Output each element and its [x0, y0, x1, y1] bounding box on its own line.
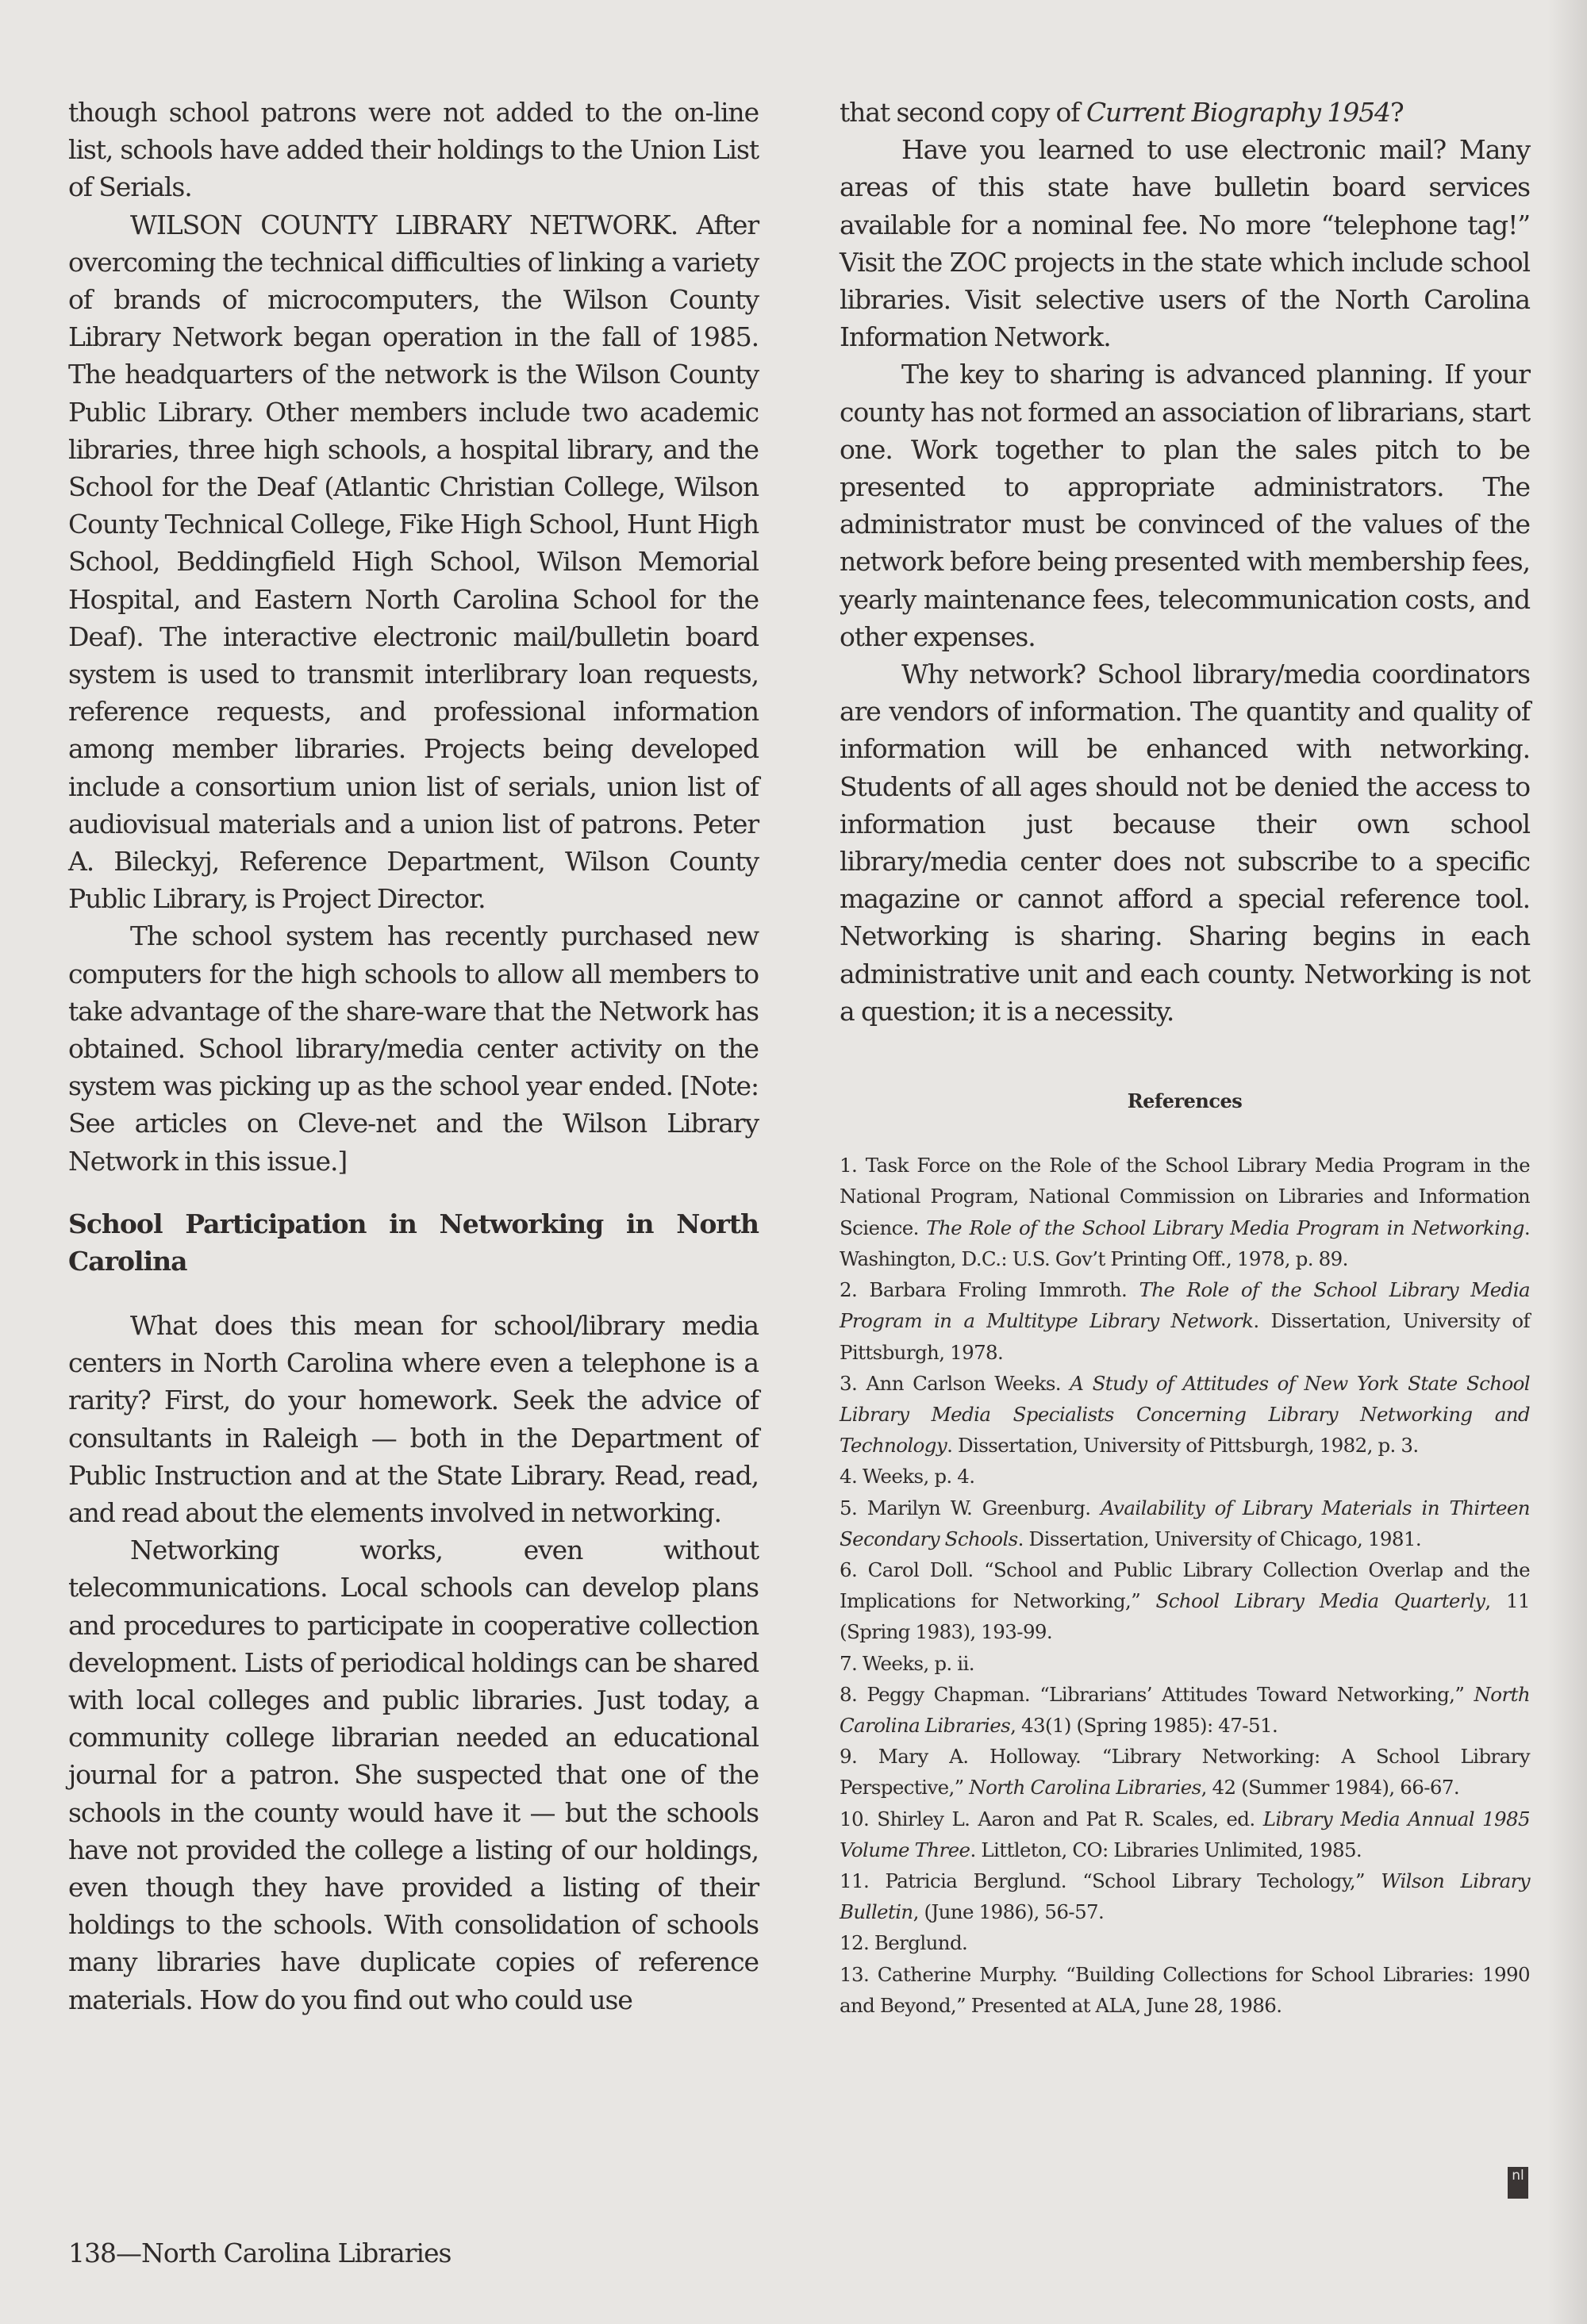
reference-item — [840, 1741, 1530, 1803]
ref-text: 8. Peggy Chapman. “Librarians’ Attitudes Toward Networking,” — [840, 1682, 1474, 1706]
reference-item — [840, 1865, 1530, 1927]
ref-text: , 43(1) (Spring 1985): 47-51. — [1010, 1713, 1278, 1737]
ref-text: 12. Berglund. — [840, 1931, 968, 1955]
paragraph — [840, 94, 1530, 131]
ref-text: , 11 (Spring 1983), 193-99. — [840, 1589, 1530, 1644]
paragraph: though school patrons were not added to the on-line list, schools have added their holdings to the Union List of Serials. — [68, 97, 759, 203]
text: that second copy of — [840, 97, 1086, 128]
right-column — [840, 94, 1530, 2021]
page-edge-shadow — [1547, 0, 1587, 2324]
ref-title: Wilson Library Bulletin — [840, 1869, 1530, 1924]
ref-text: 13. Catherine Murphy. “Building Collections for School Libraries: 1990 and Beyond,” Presented at ALA, June 28, 1986. — [840, 1962, 1530, 2017]
ref-text: 11. Patricia Berglund. “School Library Techology,” — [840, 1869, 1381, 1892]
ref-text: , 42 (Summer 1984), 66-67. — [1201, 1776, 1460, 1800]
ref-text: . Dissertation, University of Pittsburgh, 1982, p. 3. — [947, 1434, 1419, 1458]
references-list — [840, 1150, 1530, 2021]
ref-title: Availability of Library Materials in Thirteen Secondary Schools — [840, 1496, 1530, 1550]
paragraph: The school system has recently purchased new computers for the high schools to allow all members to take advantage of the share-ware that the Network has obtained. School library/media center activity on the system was picking up as the school year ended. [Note: See articles on Cleve-net and the Wilson Library Network in this issue.] — [68, 920, 759, 1177]
italic-title: Current Biography 1954 — [1086, 97, 1390, 128]
ref-text: 1. Task Force on the Role of the School Library Media Program in the National Program, National Commission on Libraries and Information Science. — [840, 1154, 1530, 1239]
reference-item — [840, 1492, 1530, 1554]
paragraph: The key to sharing is advanced planning. If your county has not formed an association of librarians, start one. Work together to plan the sales pitch to be presented to appropriate administrators. The administrator must be convinced of the values of the network before being presented with membership fees, yearly maintenance fees, telecommunication costs, and other expenses. — [840, 359, 1530, 652]
reference-item — [840, 1461, 1530, 1492]
paragraph: WILSON COUNTY LIBRARY NETWORK. After overcoming the technical difficulties of linking a variety of brands of microcomputers, the Wilson County Library Network began operation in the fall of 1985. The headquarters of the network is the Wilson County Public Library. Other members include two academic libraries, three high schools, a hospital library, and the School for the Deaf (Atlantic Christian College, Wilson County Technical College, Fike High School, Hunt High School, Beddingfield High School, Wilson Memorial Hospital, and Eastern North Carolina School for the Deaf). The interactive electronic mail/bulletin board system is used to transmit interlibrary loan requests, reference requests, and professional information among member libraries. Projects being developed include a consortium union list of serials, union list of audiovisual materials and a union list of patrons. Peter A. Bileckyj, Reference Department, Wilson County Public Library, is Project Director. — [68, 209, 759, 915]
reference-item — [840, 1679, 1530, 1741]
references-heading: References — [1127, 1089, 1243, 1113]
ref-title: The Role of the School Library Media Program in Networking — [926, 1216, 1524, 1239]
reference-item — [840, 1648, 1530, 1679]
ref-text: . Littleton, CO: Libraries Unlimited, 1985. — [970, 1838, 1362, 1861]
ref-text: . Dissertation, University of Pittsburgh, 1978. — [840, 1309, 1531, 1364]
logo-glyph: nl — [1512, 2168, 1524, 2184]
ref-text: 4. Weeks, p. 4. — [840, 1465, 975, 1489]
left-column — [68, 94, 759, 2019]
ncl-logo-icon — [1508, 2167, 1528, 2199]
ref-title: A Study of Attitudes of New York State School Library Media Specialists Concerning Library Networking and Technology — [840, 1371, 1530, 1458]
page-footer: 138—North Carolina Libraries — [68, 2238, 452, 2268]
reference-item — [840, 1274, 1530, 1368]
ref-text: 7. Weeks, p. ii. — [840, 1651, 974, 1675]
ref-text: 2. Barbara Froling Immroth. — [840, 1278, 1139, 1302]
ref-text: 10. Shirley L. Aaron and Pat R. Scales, ed. — [840, 1807, 1263, 1830]
text: ? — [1389, 97, 1404, 128]
reference-item — [840, 1804, 1530, 1865]
ref-title: The Role of the School Library Media Program in a Multitype Library Network — [840, 1278, 1530, 1333]
ref-title: North Carolina Libraries — [840, 1682, 1530, 1737]
reference-item — [840, 1927, 1530, 1958]
ref-title: North Carolina Libraries — [969, 1776, 1201, 1800]
ref-text: 5. Marilyn W. Greenburg. — [840, 1496, 1101, 1519]
reference-item — [840, 1368, 1530, 1462]
ref-text: 6. Carol Doll. “School and Public Library Collection Overlap and the Implications for Networking,” — [840, 1558, 1530, 1613]
ref-text: . Dissertation, University of Chicago, 1981. — [1017, 1527, 1422, 1550]
ref-text: . Washington, D.C.: U.S. Gov’t Printing Off., 1978, p. 89. — [840, 1216, 1531, 1270]
paragraph: Have you learned to use electronic mail? Many areas of this state have bulletin board services available for a nominal fee. No more “telephone tag!” Visit the ZOC projects in the state which include school libraries. Visit selective users of the North Carolina Information Network. — [840, 134, 1530, 353]
reference-item — [840, 1150, 1530, 1274]
reference-item — [840, 1554, 1530, 1648]
ref-title: Library Media Annual 1985 Volume Three — [840, 1807, 1530, 1861]
ref-title: School Library Media Quarterly — [1155, 1589, 1485, 1613]
ref-text: 9. Mary A. Holloway. “Library Networking: A School Library Perspective,” — [840, 1745, 1530, 1800]
paragraph: Why network? School library/media coordinators are vendors of information. The quantity and quality of information will be enhanced with networking. Students of all ages should not be denied the access to information just because their own school library/media center does not subscribe to a specific magazine or cannot afford a special reference tool. Networking is sharing. Sharing begins in each administrative unit and each county. Networking is not a question; it is a necessity. — [840, 659, 1530, 1027]
ref-text: 3. Ann Carlson Weeks. — [840, 1371, 1070, 1395]
section-heading: School Participation in Networking in North Carolina — [68, 1208, 759, 1277]
ref-text: , (June 1986), 56-57. — [913, 1900, 1105, 1924]
paragraph: What does this mean for school/library media centers in North Carolina where even a telephone is a rarity? First, do your homework. Seek the advice of consultants in Raleigh — both in the Department of Public Instruction and at the State Library. Read, read, and read about the elements involved in networking. — [68, 1309, 759, 1528]
reference-item — [840, 1959, 1530, 2021]
paragraph: Networking works, even without telecommunications. Local schools can develop plans and procedures to participate in cooperative collection development. Lists of periodical holdings can be shared with local colleges and public libraries. Just today, a community college librarian needed an educational journal for a patron. She suspected that one of the schools in the county would have it — but the schools have not provided the college a listing of our holdings, even though they have provided a listing of their holdings to the schools. With consolidation of schools many libraries have duplicate copies of reference materials. How do you find out who could use — [68, 1535, 759, 2015]
